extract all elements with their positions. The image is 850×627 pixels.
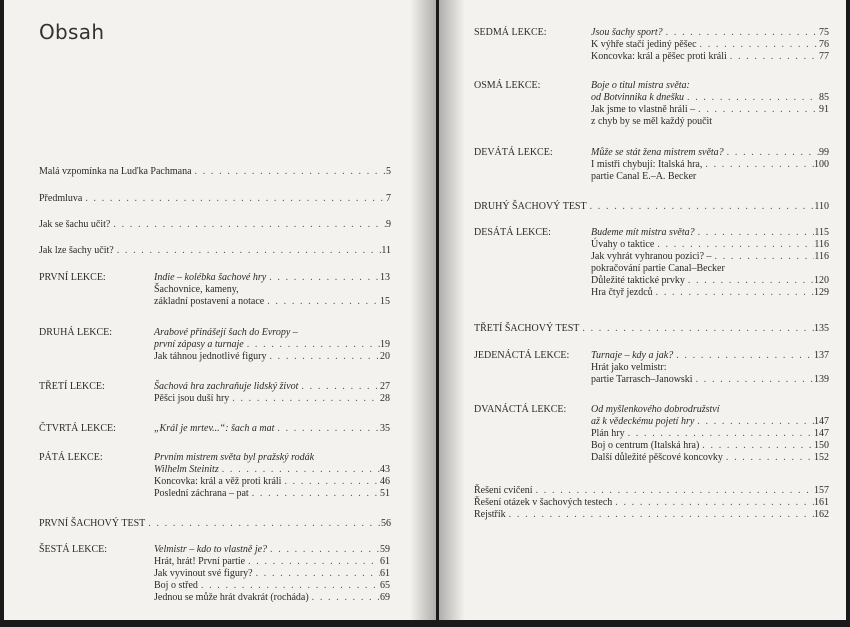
toc-page: 77: [819, 51, 829, 62]
toc-label: Wilhelm Steinitz: [154, 464, 219, 475]
toc-page: 85: [819, 92, 829, 103]
toc-label: Pěšci jsou duší hry: [154, 393, 230, 404]
toc-label: z chyb by se měl každý poučit: [591, 116, 713, 127]
leader-dots: [114, 245, 382, 256]
toc-label: Rejstřík: [474, 509, 506, 520]
toc-label: pokračování partie Canal–Becker: [591, 263, 725, 274]
leader-dots: [506, 509, 814, 520]
leader-dots: [298, 381, 380, 392]
toc-label: Koncovka: král a věž proti králi: [154, 476, 282, 487]
toc-page: 139: [814, 374, 829, 385]
leader-dots: [723, 452, 814, 463]
lesson-12-items: [591, 404, 829, 464]
toc-page: 61: [380, 556, 390, 567]
toc-entry-how-teach: [39, 245, 391, 256]
toc-label: Plán hry: [591, 428, 625, 439]
lesson-2-items: [154, 327, 390, 363]
toc-label: Další důležité pěšcové koncovky: [591, 452, 723, 463]
toc-page: 147: [814, 416, 829, 427]
toc-page: 116: [814, 251, 829, 262]
toc-entry-test-3: [474, 323, 829, 334]
toc-page: 59: [380, 544, 390, 555]
toc-label: Jak vyvinout své figury?: [154, 568, 253, 579]
toc-entry-preface: [39, 193, 391, 204]
toc-entry-how-learn: [39, 219, 391, 230]
toc-label: Jednou se může hrát dvakrát (rocháda): [154, 592, 309, 603]
lesson-12-title: DVANÁCTÁ LEKCE:: [474, 404, 567, 415]
leader-dots: [579, 323, 814, 334]
toc-page: 100: [814, 159, 829, 170]
leader-dots: [192, 166, 386, 177]
toc-page: 35: [380, 423, 390, 434]
toc-page: 15: [380, 296, 390, 307]
toc-page: 69: [380, 592, 390, 603]
lesson-5-items: [154, 452, 390, 500]
leader-dots: [110, 219, 386, 230]
appendix-entries: [474, 485, 829, 521]
toc-label: Důležité taktické prvky: [591, 275, 685, 286]
toc-page: 46: [380, 476, 390, 487]
toc-label: Jsou šachy sport?: [591, 27, 663, 38]
toc-label: Řešení cvičení: [474, 485, 533, 496]
toc-label: Úvahy o taktice: [591, 239, 655, 250]
leader-dots: [253, 568, 380, 579]
lesson-1-title: PRVNÍ LEKCE:: [39, 272, 106, 283]
toc-page: 76: [819, 39, 829, 50]
leader-dots: [587, 201, 815, 212]
toc-page: 43: [380, 464, 390, 475]
leader-dots: [697, 39, 819, 50]
lesson-2-title: DRUHÁ LEKCE:: [39, 327, 113, 338]
left-page: [4, 0, 436, 620]
toc-entry-test-2: [474, 201, 829, 212]
toc-page: 147: [814, 428, 829, 439]
toc-label: Arabové přinášejí šach do Evropy –: [154, 327, 298, 338]
toc-label: Boje o titul mistra světa:: [591, 80, 690, 91]
leader-dots: [695, 104, 819, 115]
toc-page: 7: [386, 193, 391, 204]
leader-dots: [266, 351, 380, 362]
leader-dots: [693, 374, 814, 385]
leader-dots: [82, 193, 386, 204]
toc-label: Poslední záchrana – pat: [154, 488, 249, 499]
leader-dots: [727, 51, 819, 62]
toc-label: DRUHÝ ŠACHOVÝ TEST: [474, 201, 587, 212]
toc-page: 116: [814, 239, 829, 250]
leader-dots: [249, 488, 380, 499]
lesson-10-items: [591, 227, 829, 299]
lesson-11-items: [591, 350, 829, 386]
leader-dots: [625, 428, 814, 439]
leader-dots: [673, 350, 814, 361]
toc-page: 161: [814, 497, 829, 508]
leader-dots: [694, 416, 814, 427]
toc-label: Předmluva: [39, 193, 83, 204]
toc-page: 11: [381, 245, 391, 256]
toc-page: 115: [814, 227, 829, 238]
toc-page: 5: [386, 166, 391, 177]
leader-dots: [274, 423, 380, 434]
toc-label: TŘETÍ ŠACHOVÝ TEST: [474, 323, 580, 334]
toc-label: partie Canal E.–A. Becker: [591, 171, 697, 182]
leader-dots: [612, 497, 814, 508]
toc-label: partie Tarrasch–Janowski: [591, 374, 693, 385]
leader-dots: [229, 393, 380, 404]
right-page: [439, 0, 846, 620]
toc-entry-test-1: [39, 518, 391, 529]
lesson-6-title: ŠESTÁ LEKCE:: [39, 544, 108, 555]
toc-label: „Král je mrtev...“: šach a mat: [154, 423, 275, 434]
toc-page: 137: [814, 350, 829, 361]
toc-label: základní postavení a notace: [154, 296, 265, 307]
toc-label: Šachová hra zachraňuje lidský život: [154, 381, 299, 392]
lesson-7-title: SEDMÁ LEKCE:: [474, 27, 547, 38]
leader-dots: [266, 272, 380, 283]
lesson-1-items: [154, 272, 390, 308]
lesson-10-title: DESÁTÁ LEKCE:: [474, 227, 551, 238]
toc-label: Hra čtyř jezdců: [591, 287, 653, 298]
toc-page: 91: [819, 104, 829, 115]
leader-dots: [198, 580, 380, 591]
toc-page: 28: [380, 393, 390, 404]
leader-dots: [699, 440, 814, 451]
leader-dots: [219, 464, 380, 475]
toc-label: Může se stát žena mistrem světa?: [591, 147, 724, 158]
gutter-shadow-right: [439, 0, 465, 620]
toc-page: 157: [814, 485, 829, 496]
toc-page: 129: [814, 287, 829, 298]
toc-label: Jak lze šachy učit?: [39, 245, 114, 256]
toc-page: 56: [381, 518, 391, 529]
toc-label: od Botvinnika k dnešku: [591, 92, 685, 103]
toc-label: Prvním mistrem světa byl pražský rodák: [154, 452, 315, 463]
leader-dots: [145, 518, 381, 529]
leader-dots: [654, 239, 814, 250]
toc-label: Jak táhnou jednotlivé figury: [154, 351, 267, 362]
leader-dots: [264, 296, 380, 307]
lesson-4-title: ČTVRTÁ LEKCE:: [39, 423, 116, 434]
leader-dots: [309, 592, 380, 603]
lesson-3-items: [154, 381, 390, 405]
lesson-8-title: OSMÁ LEKCE:: [474, 80, 541, 91]
toc-page: 162: [814, 509, 829, 520]
leader-dots: [244, 339, 380, 350]
toc-label: PRVNÍ ŠACHOVÝ TEST: [39, 518, 146, 529]
lesson-3-title: TŘETÍ LEKCE:: [39, 381, 105, 392]
toc-page: 9: [386, 219, 391, 230]
toc-label: Od myšlenkového dobrodružství: [591, 404, 720, 415]
toc-page: 27: [380, 381, 390, 392]
toc-page: 135: [814, 323, 829, 334]
leader-dots: [684, 92, 819, 103]
toc-page: 99: [819, 147, 829, 158]
leader-dots: [724, 147, 819, 158]
toc-label: Koncovka: král a pěšec proti králi: [591, 51, 727, 62]
toc-label: Hrát jako velmistr:: [591, 362, 667, 373]
toc-label: Řešení otázek v šachových testech: [474, 497, 613, 508]
lesson-11-title: JEDENÁCTÁ LEKCE:: [474, 350, 570, 361]
leader-dots: [281, 476, 380, 487]
toc-label: první zápasy a turnaje: [154, 339, 244, 350]
leader-dots: [653, 287, 814, 298]
toc-label: Budeme mít mistra světa?: [591, 227, 695, 238]
toc-label: Boj o střed: [154, 580, 198, 591]
toc-label: Jak jsme to vlastně hráli –: [591, 104, 696, 115]
lesson-6-items: [154, 544, 390, 604]
toc-label: Malá vzpomínka na Luďka Pachmana: [39, 166, 192, 177]
toc-page: 75: [819, 27, 829, 38]
toc-label: Hrát, hrát! První partie: [154, 556, 246, 567]
toc-page: 61: [380, 568, 390, 579]
lesson-4-items: [154, 423, 390, 435]
toc-page: 110: [814, 201, 829, 212]
toc-label: K výhře stačí jediný pěšec: [591, 39, 697, 50]
leader-dots: [245, 556, 380, 567]
toc-label: Velmistr – kdo to vlastně je?: [154, 544, 268, 555]
leader-dots: [702, 159, 814, 170]
toc-page: 51: [380, 488, 390, 499]
toc-label: Turnaje – kdy a jak?: [591, 350, 674, 361]
toc-label: Boj o centrum (Italská hra): [591, 440, 700, 451]
toc-page: 13: [380, 272, 390, 283]
toc-page: 152: [814, 452, 829, 463]
page-heading: Obsah: [39, 20, 105, 44]
toc-page: 19: [380, 339, 390, 350]
leader-dots: [695, 227, 815, 238]
toc-label: Jak se šachu učit?: [39, 219, 111, 230]
toc-label: Šachovnice, kameny,: [154, 284, 239, 295]
lesson-9-items: [591, 147, 829, 183]
leader-dots: [712, 251, 815, 262]
toc-entry-memoir: [39, 166, 391, 177]
lesson-8-items: [591, 80, 829, 128]
toc-page: 150: [814, 440, 829, 451]
leader-dots: [685, 275, 814, 286]
toc-label: Indie – kolébka šachové hry: [154, 272, 267, 283]
toc-page: 20: [380, 351, 390, 362]
gutter-shadow-left: [410, 0, 436, 620]
leader-dots: [663, 27, 819, 38]
toc-label: I mistři chybují: Italská hra,: [591, 159, 703, 170]
lesson-5-title: PÁTÁ LEKCE:: [39, 452, 103, 463]
lesson-9-title: DEVÁTÁ LEKCE:: [474, 147, 553, 158]
lesson-7-items: [591, 27, 829, 63]
toc-page: 65: [380, 580, 390, 591]
leader-dots: [267, 544, 380, 555]
leader-dots: [533, 485, 814, 496]
toc-label: Jak vyhrát vyhranou pozici? –: [591, 251, 712, 262]
toc-label: až k vědeckému pojetí hry: [591, 416, 695, 427]
toc-page: 120: [814, 275, 829, 286]
